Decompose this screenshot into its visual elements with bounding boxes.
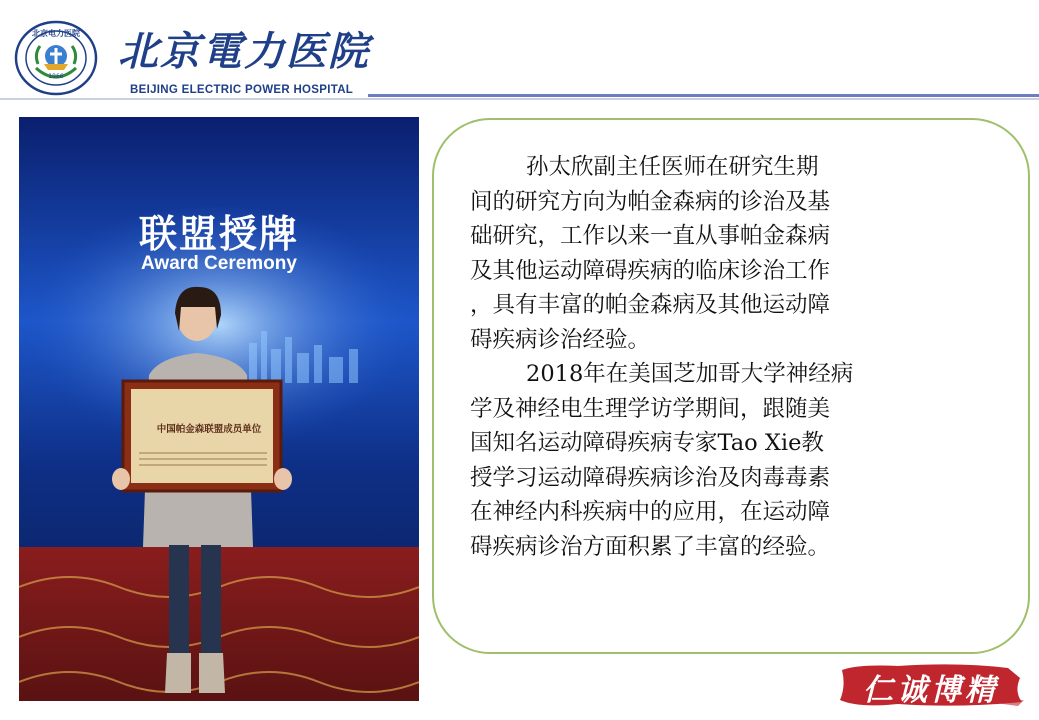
bio-line: 2018年在美国芝加哥大学神经病 xyxy=(526,361,854,387)
bio-line: 学及神经电生理学访学期间，跟随美 xyxy=(470,395,831,422)
svg-text:1966: 1966 xyxy=(48,73,64,80)
bio-line: 在神经内科疾病中的应用，在运动障 xyxy=(470,499,831,525)
hospital-name-en: BEIJING ELECTRIC POWER HOSPITAL xyxy=(130,84,354,96)
bio-text xyxy=(470,150,1000,564)
award-ceremony-photo xyxy=(19,117,419,701)
motto-text: 仁诚博精 xyxy=(863,673,999,708)
plaque-title: 中国帕金森联盟成员单位 xyxy=(156,424,262,435)
svg-text:北京电力医院: 北京电力医院 xyxy=(32,29,80,38)
bio-line: 碍疾病诊治经验。 xyxy=(470,326,651,353)
bio-line: 间的研究方向为帕金森病的诊治及基 xyxy=(470,188,831,215)
header xyxy=(0,0,1039,100)
banner-title-cn: 联盟授牌 xyxy=(138,212,299,256)
bio-text-box xyxy=(432,118,1030,654)
bio-line: 国知名运动障碍疾病专家Tao Xie教 xyxy=(470,430,824,456)
bio-line: 碍疾病诊治方面积累了丰富的经验。 xyxy=(470,533,831,560)
hospital-logo-icon xyxy=(14,20,98,96)
bio-line: 及其他运动障碍疾病的临床诊治工作 xyxy=(470,257,831,284)
bio-line: 孙太欣副主任医师在研究生期 xyxy=(526,154,819,180)
header-divider-thin xyxy=(0,98,1039,100)
bio-line: ，具有丰富的帕金森病及其他运动障 xyxy=(470,292,831,318)
bio-line: 础研究，工作以来一直从事帕金森病 xyxy=(470,223,831,249)
bio-line: 授学习运动障碍疾病诊治及肉毒毒素 xyxy=(470,464,831,491)
hospital-name-cn: 北京電力医院 xyxy=(118,28,370,75)
motto-badge xyxy=(838,662,1024,708)
banner-title-en: Award Ceremony xyxy=(141,253,297,274)
header-divider xyxy=(368,94,1039,97)
